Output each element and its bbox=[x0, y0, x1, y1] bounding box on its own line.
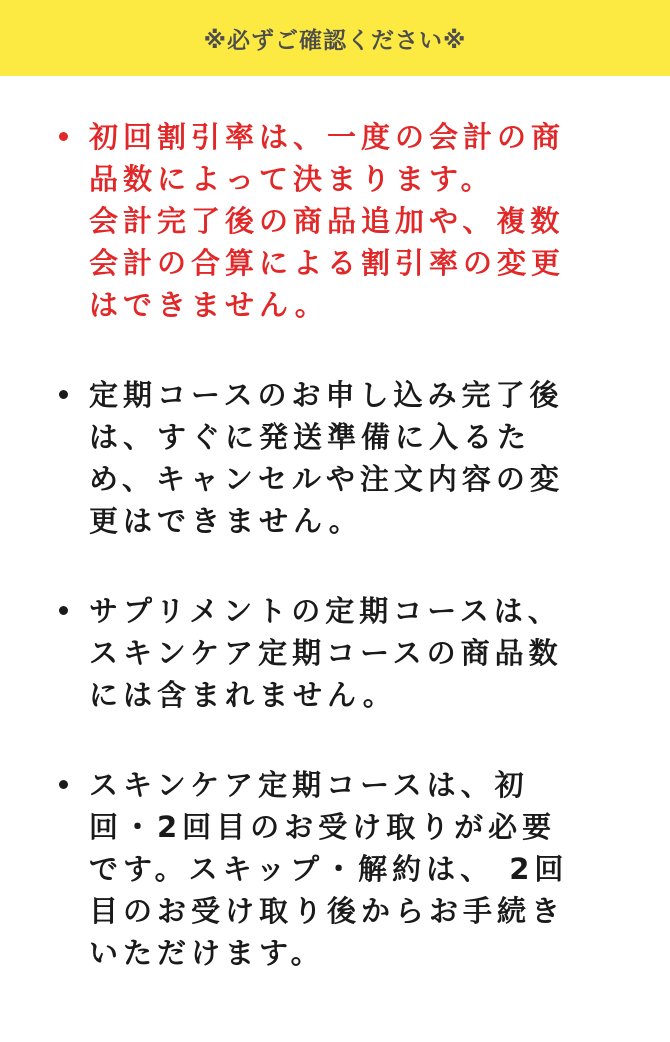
notice-line: サプリメントの定期コースは、 bbox=[89, 594, 562, 628]
notice-line: スキンケア定期コースの商品数 bbox=[89, 636, 563, 670]
bullet-icon bbox=[59, 132, 68, 141]
notice-line: 品数によって決まります。 bbox=[89, 162, 495, 196]
bullet-icon bbox=[59, 390, 68, 399]
notice-line: 目のお受け取り後からお手続き bbox=[89, 894, 566, 928]
notice-item-discount bbox=[55, 116, 635, 326]
notice-line: には含まれません。 bbox=[89, 678, 397, 712]
notice-line: 会計の合算による割引率の変更 bbox=[89, 246, 566, 280]
notice-list bbox=[55, 116, 635, 1022]
bullet-icon bbox=[59, 606, 68, 615]
notice-line: 初回割引率は、一度の会計の商 bbox=[89, 120, 566, 154]
notice-line: いただけます。 bbox=[89, 936, 325, 970]
notice-line: 会計完了後の商品追加や、複数 bbox=[89, 204, 565, 238]
notice-header bbox=[0, 0, 670, 76]
notice-line: め、キャンセルや注文内容の変 bbox=[89, 462, 564, 496]
notice-line: です。スキップ・解約は、 2回 bbox=[89, 852, 569, 886]
notice-item-supplement bbox=[55, 590, 635, 716]
bullet-icon bbox=[59, 780, 68, 789]
notice-item-skip bbox=[55, 764, 635, 974]
notice-item-cancellation bbox=[55, 374, 635, 542]
notice-title: ※必ずご確認ください※ bbox=[203, 27, 467, 54]
notice-line: は、すぐに発送準備に入るた bbox=[89, 420, 532, 454]
notice-line: 更はできません。 bbox=[89, 504, 363, 538]
notice-line: 回・2回目のお受け取りが必要 bbox=[89, 810, 557, 844]
notice-line: スキンケア定期コースは、初 bbox=[89, 768, 529, 802]
notice-line: 定期コースのお申し込み完了後 bbox=[89, 378, 564, 412]
notice-line: はできません。 bbox=[89, 288, 329, 322]
